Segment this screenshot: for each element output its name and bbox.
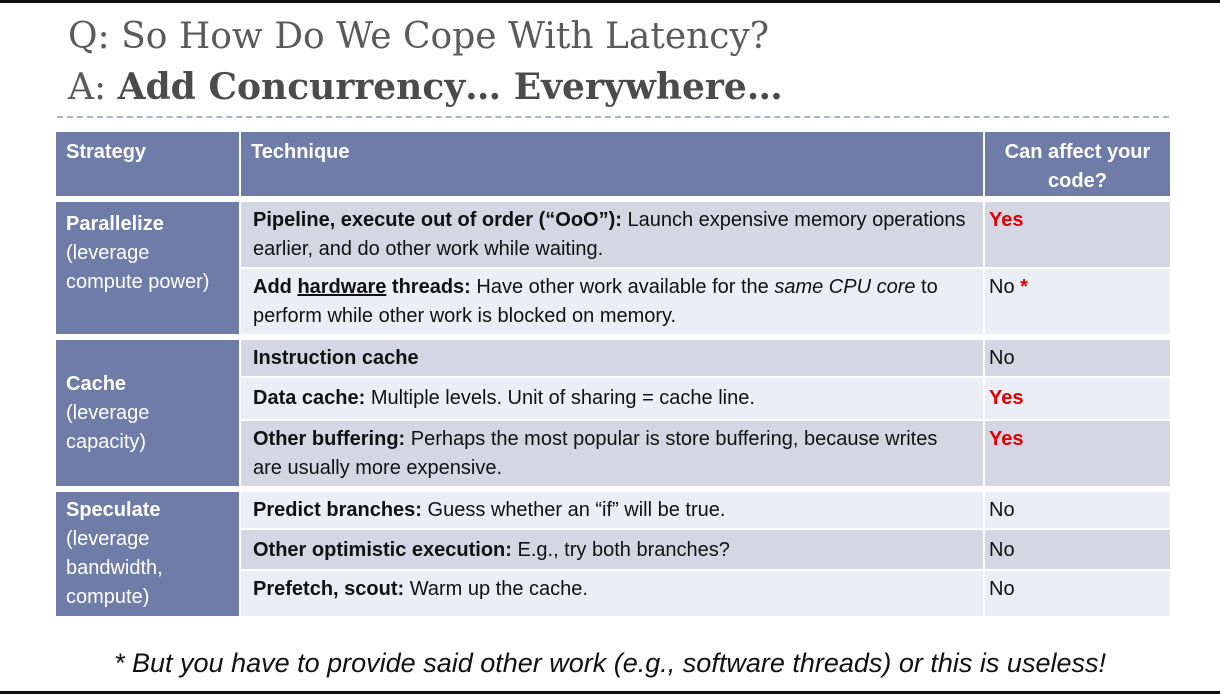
- answer-cell: [985, 198, 1170, 269]
- top-border: [0, 0, 1220, 3]
- technique-cell: [241, 336, 985, 378]
- strategy-cell-parallelize: [56, 198, 241, 336]
- technique-cell: [241, 421, 985, 488]
- answer-cell: [985, 378, 1170, 421]
- answer-cell: [985, 421, 1170, 488]
- table-header-row: [56, 132, 1170, 198]
- footnote-mark: *: [1020, 276, 1028, 298]
- technique-text: Perhaps the most popular is store buffering, because writes are usually more expensive.: [253, 428, 938, 479]
- table-row: [56, 198, 1170, 269]
- strategy-name: Cache: [66, 373, 127, 395]
- strategy-name: Speculate: [66, 499, 161, 521]
- technique-cell: [241, 198, 985, 269]
- answer-yes: Yes: [989, 209, 1024, 231]
- technique-text-b: to perform while other work is blocked on memory.: [253, 276, 938, 327]
- strategy-name: Parallelize: [66, 213, 164, 235]
- title-divider: [57, 116, 1169, 118]
- technique-cell: [241, 378, 985, 421]
- answer-cell: [985, 269, 1170, 336]
- technique-bold: Pipeline, execute out of order (“OoO”):: [253, 209, 622, 231]
- answer-no: No: [989, 539, 1015, 562]
- answer-cell: [985, 488, 1170, 530]
- technique-text: E.g., try both branches?: [511, 539, 730, 562]
- strategy-table: [56, 132, 1170, 618]
- answer-no: No: [989, 499, 1015, 521]
- title-answer-bold: Add Concurrency… Everywhere…: [117, 66, 783, 108]
- technique-bold: Prefetch, scout:: [253, 577, 405, 600]
- technique-bold: Other buffering:: [253, 428, 406, 450]
- technique-bold: Predict branches:: [253, 499, 422, 521]
- technique-text: Multiple levels. Unit of sharing = cache line.: [365, 387, 755, 409]
- answer-no: No: [989, 577, 1015, 600]
- answer-cell: [985, 336, 1170, 378]
- technique-text: Launch expensive memory operations earlier, and do other work while waiting.: [253, 209, 966, 260]
- technique-bold: Instruction cache: [253, 347, 419, 369]
- technique-bold: Other optimistic execution:: [253, 539, 512, 562]
- technique-cell: [241, 530, 985, 570]
- strategy-cell-cache: [56, 336, 241, 488]
- answer-yes: Yes: [989, 387, 1024, 409]
- technique-text-a: Have other work available for the: [470, 276, 775, 298]
- answer-cell: [985, 571, 1170, 618]
- technique-text: Warm up the cache.: [404, 577, 588, 600]
- strategy-desc: (leverage compute power): [66, 242, 210, 293]
- strategy-desc: (leverage bandwidth, compute): [66, 528, 163, 608]
- header-affect: Can affect your code?: [985, 132, 1170, 198]
- technique-cell: [241, 269, 985, 336]
- answer-cell: [985, 530, 1170, 570]
- slide-title: [68, 12, 1168, 113]
- footnote: * But you have to provide said other work (e.g., software threads) or this is useless!: [114, 648, 1106, 678]
- answer-yes: Yes: [989, 428, 1024, 450]
- answer-no: No: [989, 347, 1015, 369]
- technique-cell: [241, 488, 985, 530]
- technique-bold-a: Add: [253, 276, 298, 298]
- technique-bold-underlined: hardware: [297, 276, 387, 298]
- strategy-cell-speculate: [56, 488, 241, 618]
- strategy-desc: (leverage capacity): [66, 402, 150, 453]
- technique-bold: Data cache:: [253, 387, 366, 409]
- title-answer-prefix: A:: [68, 67, 118, 108]
- technique-text-italic: same CPU core: [774, 276, 916, 298]
- table-row: [56, 488, 1170, 530]
- title-question: Q: So How Do We Cope With Latency?: [68, 16, 770, 57]
- header-strategy: Strategy: [56, 132, 241, 198]
- technique-cell: [241, 571, 985, 618]
- title-answer: [68, 62, 1168, 113]
- table-row: [56, 336, 1170, 378]
- technique-text: Guess whether an “if” will be true.: [421, 499, 726, 521]
- technique-bold: [253, 276, 471, 298]
- answer-no: No: [989, 276, 1015, 298]
- header-technique: Technique: [241, 132, 985, 198]
- technique-bold-b: threads:: [386, 276, 471, 298]
